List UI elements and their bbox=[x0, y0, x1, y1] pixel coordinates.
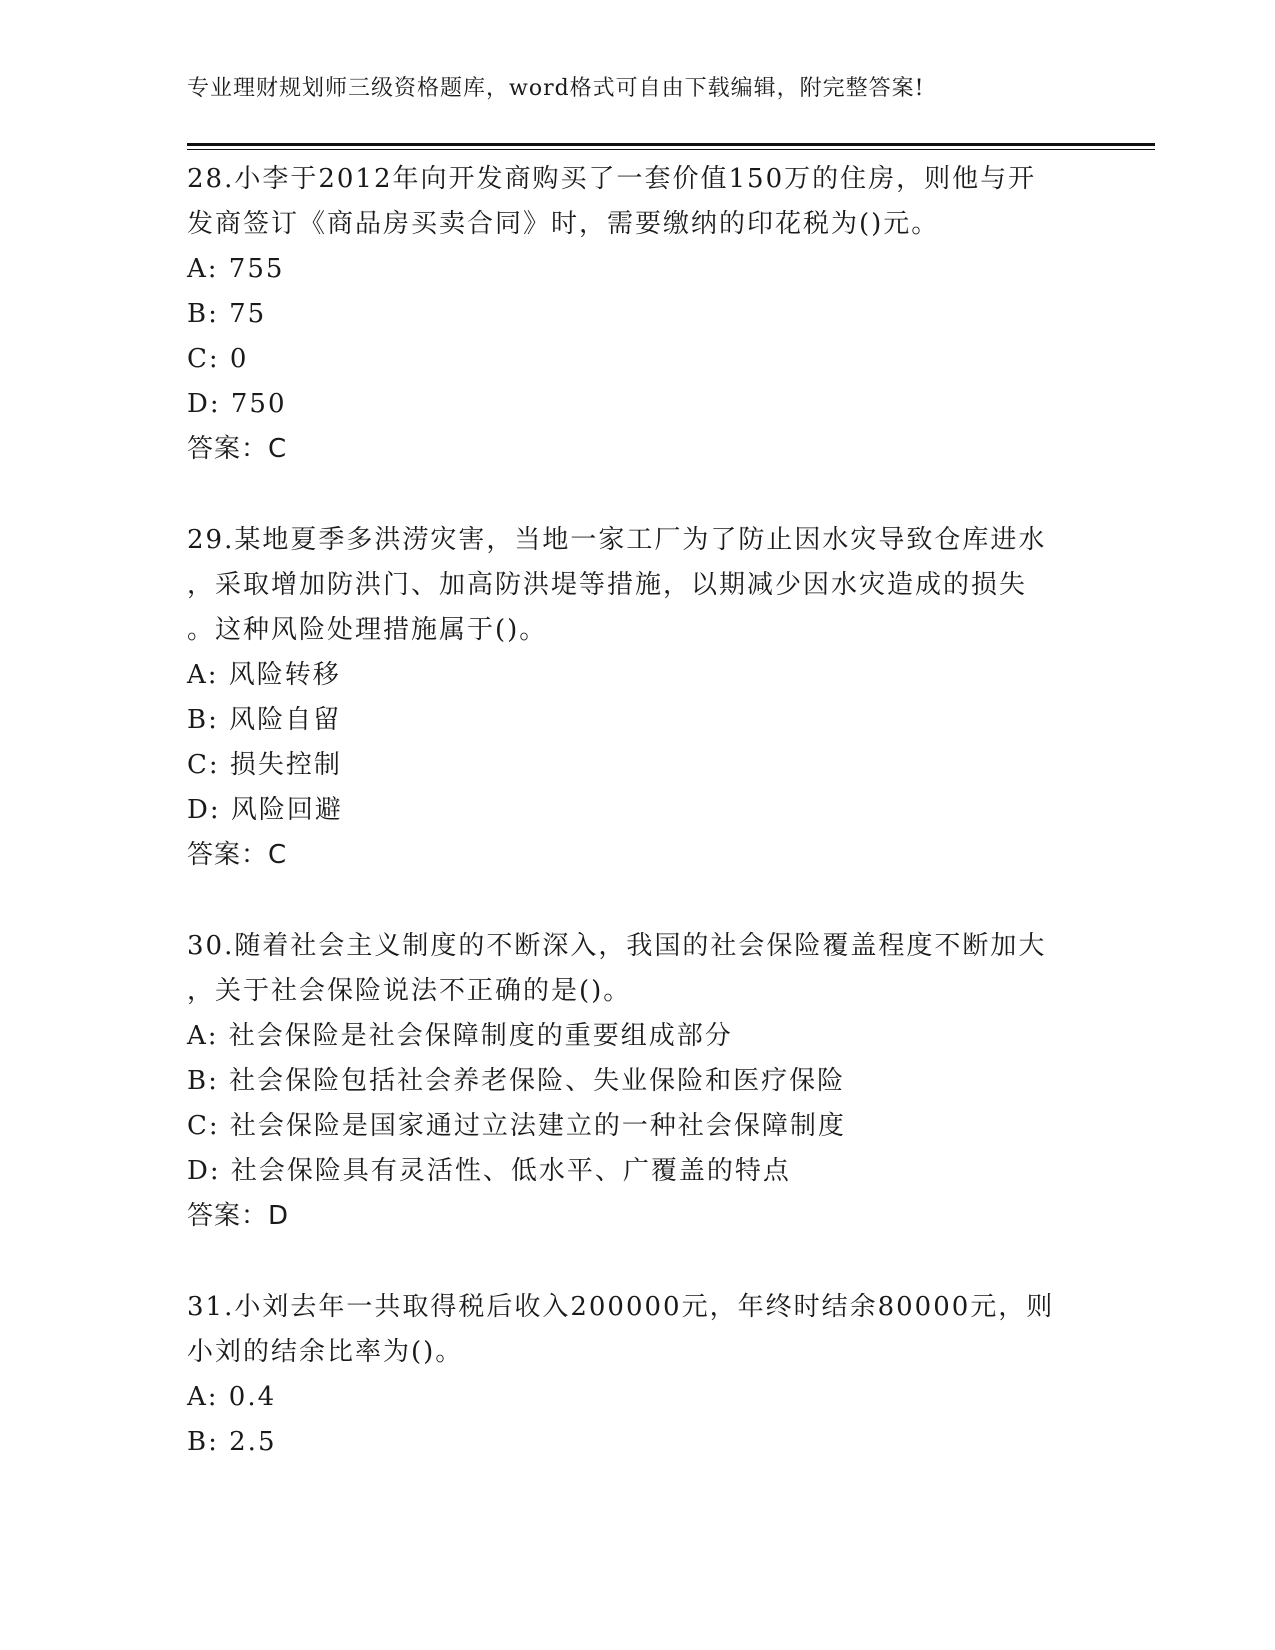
header-rule-thin bbox=[187, 149, 1155, 150]
question-list bbox=[187, 157, 1087, 1465]
answer: 答案：C bbox=[187, 840, 288, 870]
question-28 bbox=[187, 157, 1087, 472]
option-b: B: 75 bbox=[187, 299, 267, 329]
option-a: A: 社会保险是社会保障制度的重要组成部分 bbox=[187, 1021, 733, 1051]
question-text-line: ，采取增加防洪门、加高防洪堤等措施，以期减少因水灾造成的损失 bbox=[187, 570, 1028, 600]
option-d: D: 750 bbox=[187, 389, 287, 419]
question-31 bbox=[187, 1285, 1087, 1465]
option-b: B: 风险自留 bbox=[187, 705, 342, 735]
option-c: C: 0 bbox=[187, 344, 249, 374]
option-b: B: 社会保险包括社会养老保险、失业保险和医疗保险 bbox=[187, 1066, 846, 1096]
answer: 答案：D bbox=[187, 1201, 290, 1231]
option-a: A: 755 bbox=[187, 254, 285, 284]
option-c: C: 社会保险是国家通过立法建立的一种社会保障制度 bbox=[187, 1111, 846, 1141]
header-rule-thick bbox=[187, 143, 1155, 146]
option-a: A: 风险转移 bbox=[187, 660, 341, 690]
answer: 答案：C bbox=[187, 434, 288, 464]
option-d: D: 社会保险具有灵活性、低水平、广覆盖的特点 bbox=[187, 1156, 791, 1186]
option-a: A: 0.4 bbox=[187, 1382, 277, 1412]
question-text-line: 发商签订《商品房买卖合同》时，需要缴纳的印花税为()元。 bbox=[187, 209, 940, 239]
option-d: D: 风险回避 bbox=[187, 795, 343, 825]
question-29 bbox=[187, 518, 1087, 878]
question-text-line: 小刘的结余比率为()。 bbox=[187, 1337, 464, 1367]
question-text-line: 30.随着社会主义制度的不断深入，我国的社会保险覆盖程度不断加大 bbox=[187, 931, 1047, 961]
option-b: B: 2.5 bbox=[187, 1427, 277, 1457]
question-text-line: 31.小刘去年一共取得税后收入200000元，年终时结余80000元，则 bbox=[187, 1292, 1055, 1322]
question-text-line: 29.某地夏季多洪涝灾害，当地一家工厂为了防止因水灾导致仓库进水 bbox=[187, 525, 1047, 555]
question-text-line: 28.小李于2012年向开发商购买了一套价值150万的住房，则他与开 bbox=[187, 164, 1037, 194]
option-c: C: 损失控制 bbox=[187, 750, 342, 780]
question-text-line: ，关于社会保险说法不正确的是()。 bbox=[187, 976, 632, 1006]
question-text-line: 。这种风险处理措施属于()。 bbox=[187, 615, 548, 645]
question-30 bbox=[187, 924, 1087, 1239]
header-note: 专业理财规划师三级资格题库，word格式可自由下载编辑，附完整答案! bbox=[187, 76, 925, 101]
